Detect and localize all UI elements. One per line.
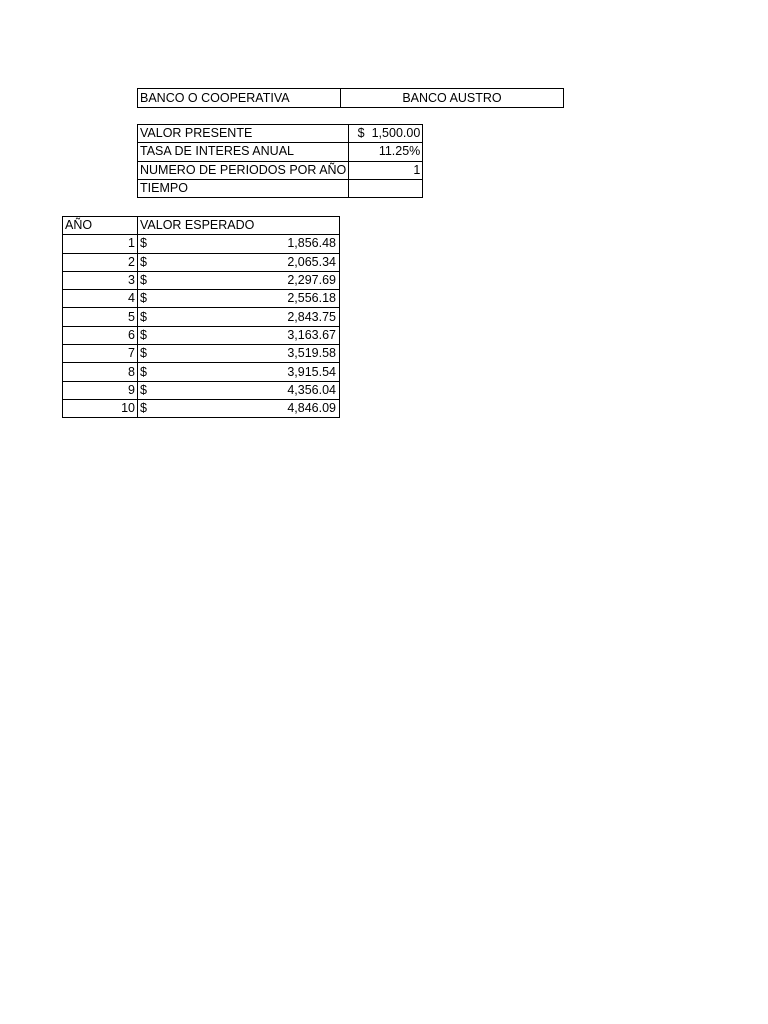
table-row	[63, 290, 340, 308]
currency-symbol: $	[140, 273, 147, 288]
bank-value-cell[interactable]: BANCO AUSTRO	[341, 89, 564, 108]
year-cell[interactable]: 2	[63, 253, 138, 271]
table-row	[63, 326, 340, 344]
params-table	[137, 124, 423, 198]
params-row-annual-rate	[138, 143, 423, 161]
expected-value-amount: 3,915.54	[287, 364, 336, 379]
table-row	[63, 363, 340, 381]
annual-rate-cell[interactable]: 11.25%	[349, 143, 423, 161]
year-cell[interactable]: 5	[63, 308, 138, 326]
year-cell[interactable]: 9	[63, 381, 138, 399]
expected-value-cell[interactable]	[138, 399, 340, 417]
expected-value-cell[interactable]	[138, 253, 340, 271]
year-cell[interactable]: 10	[63, 399, 138, 417]
table-row	[63, 271, 340, 289]
present-value-amount: 1,500.00	[371, 126, 421, 141]
currency-symbol: $	[357, 126, 365, 141]
year-cell[interactable]: 7	[63, 345, 138, 363]
bank-label-cell[interactable]: BANCO O COOPERATIVA	[138, 89, 341, 108]
expected-value-amount: 2,843.75	[287, 309, 336, 324]
year-cell[interactable]: 8	[63, 363, 138, 381]
expected-value-amount: 2,297.69	[287, 273, 336, 288]
annual-rate-label-cell[interactable]: TASA DE INTERES ANUAL	[138, 143, 349, 161]
expected-value-amount: 4,356.04	[287, 382, 336, 397]
expected-value-cell[interactable]	[138, 290, 340, 308]
time-label-cell[interactable]: TIEMPO	[138, 179, 349, 197]
expected-value-cell[interactable]	[138, 235, 340, 253]
currency-symbol: $	[140, 236, 147, 251]
currency-symbol: $	[140, 327, 147, 342]
header-year-cell[interactable]: AÑO	[63, 217, 138, 235]
present-value-cell[interactable]	[349, 125, 423, 143]
currency-symbol: $	[140, 401, 147, 416]
table-row	[63, 235, 340, 253]
params-row-present-value	[138, 125, 423, 143]
expected-value-cell[interactable]	[138, 381, 340, 399]
expected-value-cell[interactable]	[138, 326, 340, 344]
expected-value-amount: 1,856.48	[287, 236, 336, 251]
currency-symbol: $	[140, 364, 147, 379]
year-cell[interactable]: 6	[63, 326, 138, 344]
bank-row	[138, 89, 564, 108]
header-expected-value-cell[interactable]: VALOR ESPERADO	[138, 217, 340, 235]
results-table	[62, 216, 340, 418]
expected-value-cell[interactable]	[138, 363, 340, 381]
currency-symbol: $	[140, 346, 147, 361]
table-row	[63, 308, 340, 326]
periods-label-cell[interactable]: NUMERO DE PERIODOS POR AÑO	[138, 161, 349, 179]
table-row	[63, 399, 340, 417]
currency-symbol: $	[140, 382, 147, 397]
table-row	[63, 381, 340, 399]
present-value-label-cell[interactable]: VALOR PRESENTE	[138, 125, 349, 143]
currency-symbol: $	[140, 254, 147, 269]
expected-value-amount: 3,519.58	[287, 346, 336, 361]
table-row	[63, 253, 340, 271]
results-body	[63, 235, 340, 418]
year-cell[interactable]: 3	[63, 271, 138, 289]
expected-value-amount: 2,065.34	[287, 254, 336, 269]
periods-cell[interactable]: 1	[349, 161, 423, 179]
currency-symbol: $	[140, 309, 147, 324]
time-cell[interactable]	[349, 179, 423, 197]
expected-value-cell[interactable]	[138, 308, 340, 326]
expected-value-amount: 4,846.09	[287, 401, 336, 416]
currency-symbol: $	[140, 291, 147, 306]
bank-table	[137, 88, 564, 108]
expected-value-cell[interactable]	[138, 345, 340, 363]
params-row-periods	[138, 161, 423, 179]
results-header-row	[63, 217, 340, 235]
table-row	[63, 345, 340, 363]
expected-value-cell[interactable]	[138, 271, 340, 289]
expected-value-amount: 3,163.67	[287, 327, 336, 342]
year-cell[interactable]: 1	[63, 235, 138, 253]
params-row-time	[138, 179, 423, 197]
expected-value-amount: 2,556.18	[287, 291, 336, 306]
year-cell[interactable]: 4	[63, 290, 138, 308]
